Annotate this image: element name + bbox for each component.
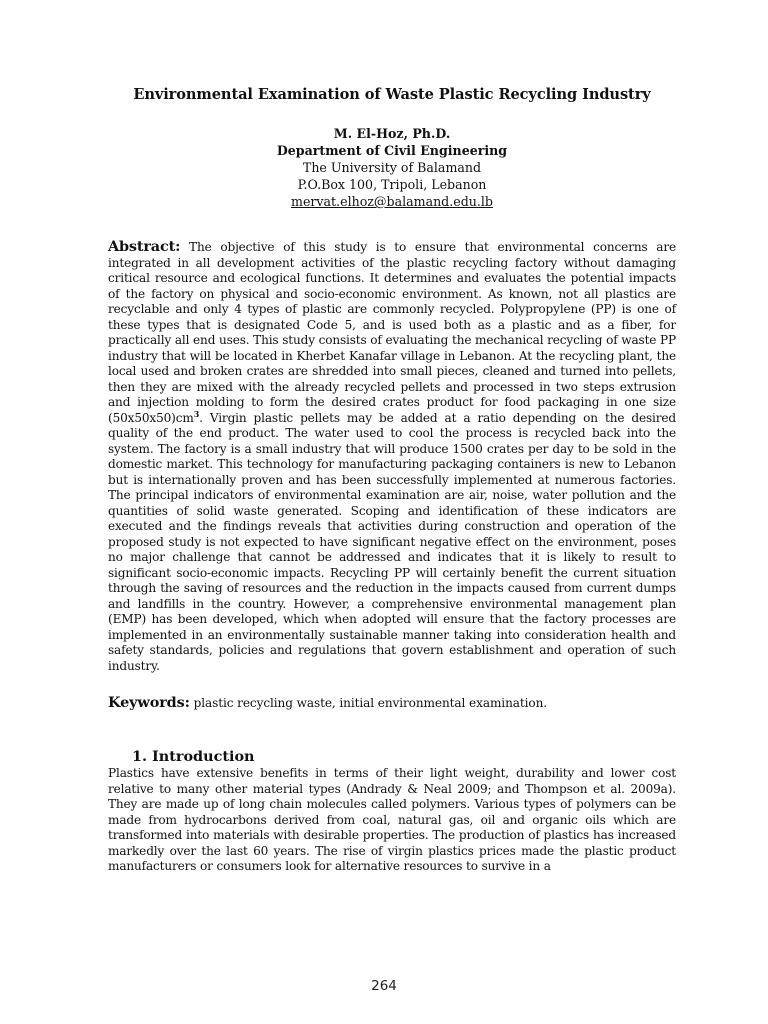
paper-title: Environmental Examination of Waste Plastic Recycling Industry bbox=[133, 86, 651, 103]
author-name: M. El-Hoz, Ph.D. bbox=[333, 126, 451, 141]
author-block bbox=[108, 125, 676, 210]
abstract-superscript: 3 bbox=[193, 408, 200, 419]
keywords-line bbox=[108, 694, 676, 711]
author-department: Department of Civil Engineering bbox=[276, 143, 508, 158]
page-number: 264 bbox=[371, 978, 397, 994]
author-university: The University of Balamand bbox=[302, 160, 482, 175]
abstract-text-part2: . Virgin plastic pellets may be added at a ratio depending on the desired quality of the end product. The water used to cool the process is recycled back into the system. The factory is a small industry that will produce 1500 crates per day to be sold in the domestic market. This technology for manufacturing packaging containers is new to Lebanon but is internationally proven and has been successfully implemented at numerous factories. The principal indicators of environmental examination are air, noise, water pollution and the quantities of solid waste generated. Scoping and identification of these indicators are executed and the findings reveals that activities during construction and operation of the proposed study is not expected to have significant negative effect on the environment, poses no major challenge that cannot be addressed and indicates that it is likely to result to significant socio-economic impacts. Recycling PP will certainly benefit the current situation through the saving of resources and the reduction in the impacts caused from current dumps and landfills in the country. However, a comprehensive environmental management plan (EMP) has been developed, which when adopted will ensure that the factory processes are implemented in an environmentally sustainable manner taking into consideration health and safety standards, policies and regulations that govern establishment and operation of such industry. bbox=[108, 410, 676, 673]
abstract-label: Abstract: bbox=[108, 238, 181, 255]
section-heading-introduction: 1. Introduction bbox=[132, 748, 255, 765]
keywords-label: Keywords: bbox=[108, 694, 190, 711]
abstract-text-part1: The objective of this study is to ensure that environmental concerns are integrated in all development activities of the plastic recycling factory without damaging critical resource and ecological functions. It determines and evaluates the potential impacts of the factory on physical and socio-economic environment. As known, not all plastics are recyclable and only 4 types of plastic are commonly recycled. Polypropylene (PP) is one of these types that is designated Code 5, and is used both as a plastic and as a fiber, for practically all end uses. This study consists of evaluating the mechanical recycling of waste PP industry that will be located in Kherbet Kanafar village in Lebanon. At the recycling plant, the local used and broken crates are shredded into small pieces, cleaned and turned into pellets, then they are mixed with the already recycled pellets and processed in two steps extrusion and injection molding to form the desired crates product for food packaging in one size (50x50x50)cm bbox=[108, 240, 676, 425]
introduction-paragraph: Plastics have extensive benefits in terms of their light weight, durability and lower cost relative to many other material types (Andrady & Neal 2009; and Thompson et al. 2009a). They are made up of long chain molecules called polymers. Various types of polymers can be made from hydrocarbons derived from coal, natural gas, oil and organic oils which are transformed into materials with desirable properties. The production of plastics has increased markedly over the last 60 years. The rise of virgin plastics prices made the plastic product manufacturers or consumers look for alternative resources to survive in a bbox=[108, 766, 676, 873]
author-address: P.O.Box 100, Tripoli, Lebanon bbox=[297, 177, 487, 192]
paper-page bbox=[108, 86, 676, 875]
abstract-paragraph bbox=[108, 239, 676, 674]
author-email-link[interactable]: mervat.elhoz@balamand.edu.lb bbox=[291, 194, 493, 209]
keywords-text: plastic recycling waste, initial environmental examination. bbox=[193, 696, 548, 710]
